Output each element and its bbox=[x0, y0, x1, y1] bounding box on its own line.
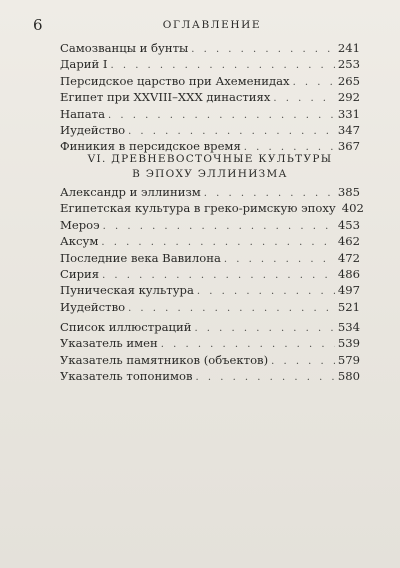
section-heading bbox=[40, 152, 380, 182]
leader-dots bbox=[103, 219, 335, 234]
leader-dots bbox=[273, 91, 334, 106]
toc-entry-page: 497 bbox=[337, 283, 360, 298]
toc-entry-title: Указатель имен bbox=[60, 336, 158, 351]
leader-dots bbox=[102, 268, 335, 283]
toc-entry-page: 453 bbox=[337, 217, 360, 232]
toc-entry-title: Указатель памятников (объектов) bbox=[60, 352, 269, 367]
toc-entry bbox=[60, 267, 360, 283]
toc-entry-page: 265 bbox=[337, 73, 360, 88]
toc-entry-title: Александр и эллинизм bbox=[60, 185, 201, 199]
toc-entry-title: Персидское царство при Ахеменидах bbox=[60, 73, 290, 88]
leader-dots bbox=[191, 42, 335, 57]
leader-dots bbox=[128, 301, 335, 316]
toc-entry bbox=[60, 320, 360, 336]
toc-entry-page: 331 bbox=[337, 106, 360, 121]
toc-entry bbox=[60, 369, 360, 385]
toc-entry bbox=[60, 300, 360, 316]
toc-entry-title: Указатель топонимов bbox=[60, 369, 193, 384]
toc-entry bbox=[60, 185, 360, 201]
toc-entry-title: Сирия bbox=[60, 267, 100, 282]
toc-entry-page: 534 bbox=[337, 320, 360, 334]
leader-dots bbox=[293, 75, 335, 90]
toc-appendix bbox=[60, 320, 360, 386]
toc-entry-title: Пуническая культура bbox=[60, 283, 194, 298]
toc-entry-title: Дарий I bbox=[60, 57, 108, 72]
toc-entry-page: 521 bbox=[337, 299, 360, 314]
toc-entry-page: 241 bbox=[337, 41, 360, 55]
toc-entry bbox=[60, 283, 360, 299]
toc-entry-page: 486 bbox=[337, 267, 360, 282]
toc-entry bbox=[60, 218, 360, 234]
toc-entry bbox=[60, 74, 360, 90]
leader-dots bbox=[128, 124, 335, 139]
toc-entry-page: 367 bbox=[337, 139, 360, 154]
leader-dots bbox=[224, 252, 335, 267]
leader-dots bbox=[197, 284, 335, 299]
leader-dots bbox=[204, 186, 335, 201]
toc-entry-page: 253 bbox=[337, 57, 360, 72]
toc-entry-page: 579 bbox=[337, 352, 360, 367]
toc-entry bbox=[60, 336, 360, 352]
leader-dots bbox=[110, 58, 334, 73]
toc-entry bbox=[60, 41, 360, 57]
toc-entry-title: Иудейство bbox=[60, 123, 126, 138]
leader-dots bbox=[196, 370, 335, 385]
toc-entry-title: Мероэ bbox=[60, 217, 100, 232]
toc-entry bbox=[60, 123, 360, 139]
toc-entry-title: Список иллюстраций bbox=[60, 320, 192, 334]
toc-section-2 bbox=[60, 185, 364, 316]
toc-entry bbox=[60, 90, 360, 106]
toc-entry-title: Самозванцы и бунты bbox=[60, 41, 189, 55]
leader-dots bbox=[271, 354, 335, 369]
running-head: ОГЛАВЛЕНИЕ bbox=[162, 19, 262, 31]
leader-dots bbox=[101, 235, 335, 250]
toc-entry-page: 580 bbox=[337, 369, 360, 384]
toc-entry-title: Аксум bbox=[60, 234, 99, 249]
toc-entry-page: 385 bbox=[337, 185, 360, 199]
toc-entry-page: 462 bbox=[337, 234, 360, 249]
page-number: 6 bbox=[33, 16, 43, 34]
toc-entry-title: Напата bbox=[60, 106, 105, 121]
toc-entry bbox=[60, 234, 360, 250]
leader-dots bbox=[108, 108, 335, 123]
toc-entry bbox=[60, 201, 364, 217]
toc-entry-title: Египетская культура в греко-римскую эпоху bbox=[60, 201, 336, 216]
toc-entry-page: 402 bbox=[341, 201, 364, 216]
toc-entry bbox=[60, 251, 360, 267]
section-heading-line-2: В ЭПОХУ ЭЛЛИНИЗМА bbox=[132, 168, 288, 180]
toc-entry-title: Египет при XXVIII–XXX династиях bbox=[60, 90, 271, 105]
toc-entry-page: 292 bbox=[337, 90, 360, 105]
toc-entry-title: Иудейство bbox=[60, 299, 126, 314]
section-heading-line-1: VI. ДРЕВНЕВОСТОЧНЫЕ КУЛЬТУРЫ bbox=[87, 153, 333, 165]
leader-dots bbox=[194, 321, 334, 336]
toc-entry-title: Последние века Вавилона bbox=[60, 250, 221, 265]
toc-entry bbox=[60, 353, 360, 369]
toc-entry-page: 472 bbox=[337, 250, 360, 265]
toc-entry-page: 347 bbox=[337, 123, 360, 138]
toc-entry bbox=[60, 57, 360, 73]
toc-entry-page: 539 bbox=[337, 336, 360, 351]
toc-entry bbox=[60, 107, 360, 123]
toc-section-1 bbox=[60, 41, 360, 156]
leader-dots bbox=[161, 337, 335, 352]
toc-entry-title: Финикия в персидское время bbox=[60, 139, 241, 154]
